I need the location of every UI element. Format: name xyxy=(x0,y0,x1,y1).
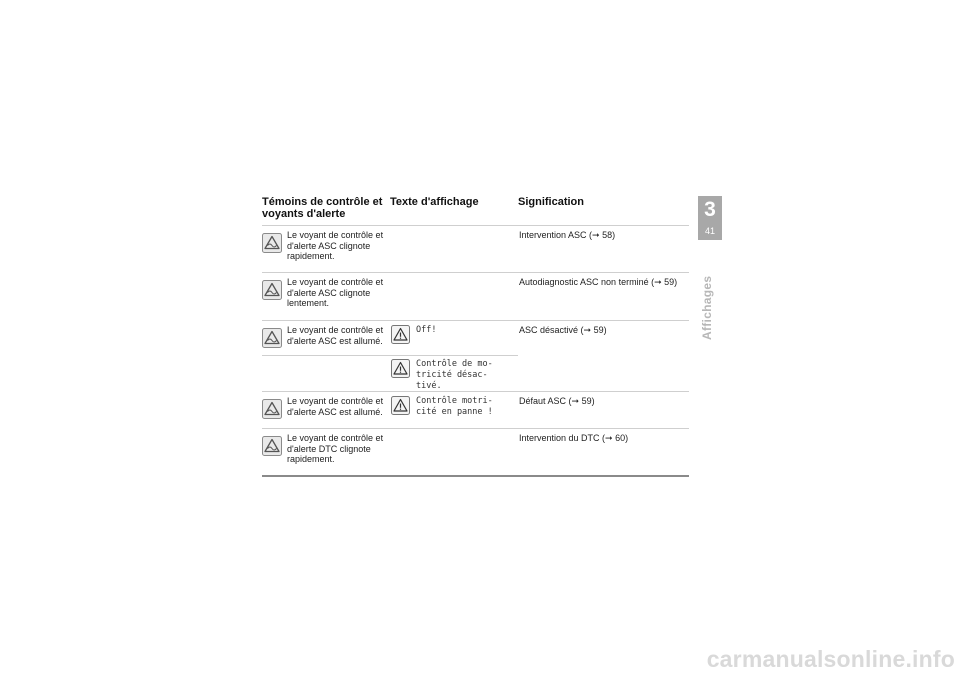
asc-warning-light-icon xyxy=(262,399,282,419)
asc-warning-light-icon xyxy=(262,328,282,348)
display-text: Contrôle de mo- tricité désac- tivé. xyxy=(416,359,493,391)
table-header xyxy=(262,196,689,225)
table-row xyxy=(262,428,689,477)
lamp-description: Le voyant de contrôle et d'alerte ASC est allumé. xyxy=(287,325,384,346)
asc-warning-light-icon xyxy=(262,233,282,253)
header-indicators: Témoins de contrôle et voyants d'alerte xyxy=(262,196,383,220)
meaning-text: Intervention ASC (➞ 58) xyxy=(519,230,616,240)
page-number: 41 xyxy=(704,226,715,236)
watermark: carmanualsonline.info xyxy=(706,646,955,672)
lamp-description: Le voyant de contrôle et d'alerte DTC clignote rapidement. xyxy=(287,433,384,464)
meaning-text: Autodiagnostic ASC non terminé (➞ 59) xyxy=(519,277,678,287)
lamp-description: Le voyant de contrôle et d'alerte ASC est allumé. xyxy=(287,396,384,417)
chapter-tab xyxy=(698,196,722,240)
meaning-text: Intervention du DTC (➞ 60) xyxy=(519,433,629,443)
display-text: Contrôle motri- cité en panne ! xyxy=(416,396,493,417)
warning-triangle-icon xyxy=(391,396,410,415)
warning-triangle-icon xyxy=(391,325,410,344)
table-row xyxy=(262,320,689,391)
header-meaning: Signification xyxy=(518,196,584,208)
table-row xyxy=(262,391,689,428)
asc-warning-light-icon xyxy=(262,280,282,300)
meaning-text: Défaut ASC (➞ 59) xyxy=(519,396,595,406)
sub-row-divider xyxy=(262,355,518,356)
header-display-text: Texte d'affichage xyxy=(390,196,479,208)
chapter-title-text: Affichages xyxy=(700,275,714,340)
lamp-description: Le voyant de contrôle et d'alerte ASC clignote rapidement. xyxy=(287,230,384,261)
chapter-number: 3 xyxy=(704,198,716,221)
warning-triangle-icon xyxy=(391,359,410,378)
dtc-warning-light-icon xyxy=(262,436,282,456)
meaning-text: ASC désactivé (➞ 59) xyxy=(519,325,607,335)
display-text: Off! xyxy=(416,325,437,335)
table-row xyxy=(262,225,689,272)
lamp-description: Le voyant de contrôle et d'alerte ASC clignote lentement. xyxy=(287,277,384,308)
indicator-table xyxy=(262,196,689,477)
table-row xyxy=(262,272,689,320)
